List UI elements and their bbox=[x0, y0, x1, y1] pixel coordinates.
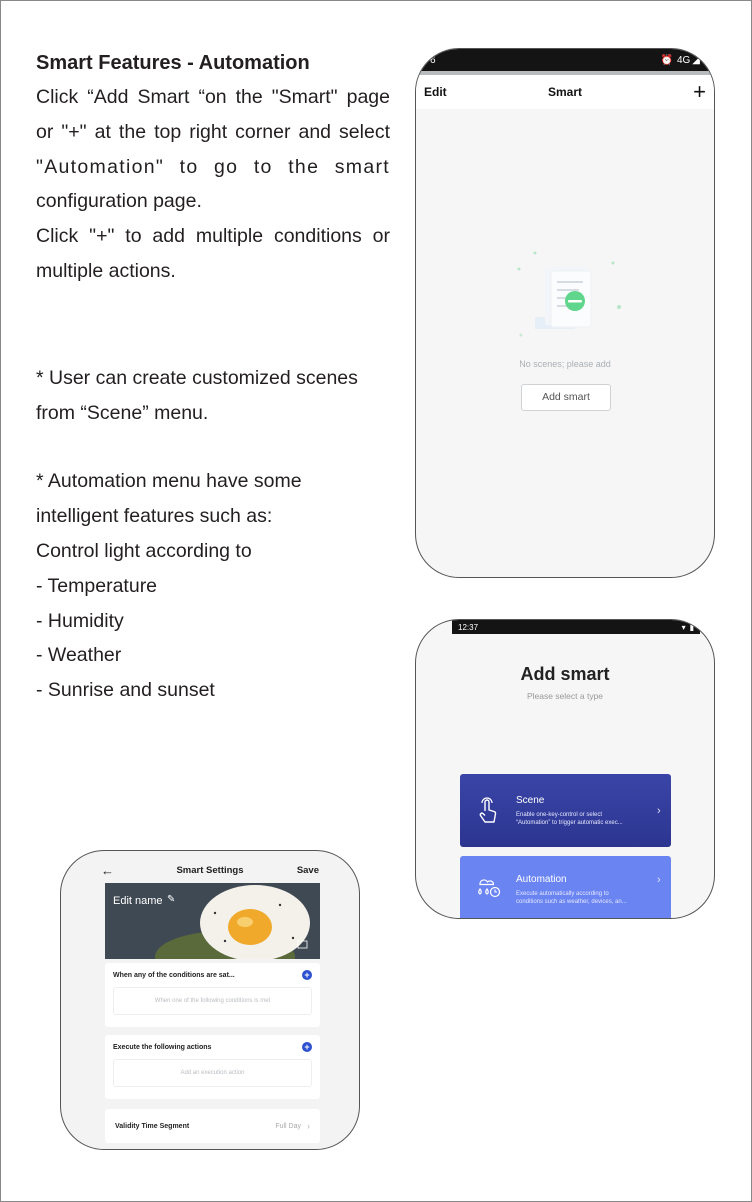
add-plus-button[interactable]: + bbox=[693, 79, 706, 104]
scene-title: Scene bbox=[516, 794, 545, 806]
conditions-label[interactable]: When any of the conditions are sat... bbox=[113, 971, 235, 979]
edit-button[interactable]: Edit bbox=[424, 85, 447, 99]
instructions-column bbox=[36, 48, 390, 708]
instruction-line: multiple actions. bbox=[36, 259, 176, 282]
feature-item: - Sunrise and sunset bbox=[36, 679, 215, 702]
alarm-icon: ⏰ bbox=[660, 54, 673, 66]
page-title: Add smart bbox=[520, 664, 610, 684]
app-bar bbox=[416, 75, 714, 109]
back-arrow-icon[interactable]: ← bbox=[101, 862, 114, 878]
status-bar bbox=[452, 620, 700, 634]
instruction-line: Click “Add Smart “on the "Smart" page bbox=[36, 86, 390, 108]
validity-label: Validity Time Segment bbox=[115, 1122, 190, 1130]
page-title: Smart bbox=[547, 85, 582, 99]
instruction-line: configuration page. bbox=[36, 190, 202, 213]
page-subtitle: Please select a type bbox=[526, 691, 604, 701]
plus-circle-icon[interactable]: + bbox=[302, 1042, 312, 1052]
empty-state-text: No scenes; please add bbox=[519, 359, 611, 369]
document-illustration-icon bbox=[505, 249, 625, 349]
automation-option-card[interactable] bbox=[460, 856, 671, 919]
conditions-placeholder[interactable]: When one of the following conditions is met bbox=[113, 987, 312, 1015]
plus-circle-icon[interactable]: + bbox=[302, 970, 312, 980]
tap-hand-icon bbox=[460, 797, 516, 825]
battery-icon: ▮ bbox=[689, 622, 694, 632]
note-line: * User can create customized scenes bbox=[36, 366, 358, 389]
instruction-line: Click "+" to add multiple conditions or bbox=[36, 225, 390, 248]
chevron-right-icon: › bbox=[657, 874, 661, 886]
feature-item: - Weather bbox=[36, 644, 122, 667]
network-label: 4G bbox=[676, 54, 691, 66]
conditions-section bbox=[105, 963, 320, 1027]
chevron-right-icon: › bbox=[657, 804, 661, 817]
instruction-line: or "+" at the top right corner and select bbox=[36, 120, 390, 143]
note-line: * Automation menu have some bbox=[36, 470, 302, 493]
scene-cover-image bbox=[105, 883, 320, 959]
add-smart-button[interactable]: Add smart bbox=[521, 384, 611, 411]
signal-icon: ◢ bbox=[692, 54, 700, 66]
feature-item: - Humidity bbox=[36, 609, 124, 632]
feature-item: - Temperature bbox=[36, 574, 158, 597]
edit-name-label[interactable]: Edit name bbox=[113, 895, 163, 907]
note-line: Control light according to bbox=[36, 539, 252, 562]
wifi-icon: ▾ bbox=[681, 622, 686, 632]
status-time: 6 bbox=[430, 54, 436, 66]
status-time: 12:37 bbox=[458, 622, 479, 632]
pencil-icon[interactable]: ✎ bbox=[167, 894, 176, 905]
actions-section bbox=[105, 1035, 320, 1099]
automation-desc-line: conditions such as weather, devices, an... bbox=[516, 899, 627, 905]
page-title: Smart Settings bbox=[176, 864, 244, 876]
note-line: intelligent features such as: bbox=[36, 505, 273, 528]
automation-desc-line: Execute automatically according to bbox=[516, 891, 609, 897]
phone-add-smart-screenshot bbox=[415, 619, 715, 919]
chevron-right-icon: › bbox=[307, 1121, 310, 1131]
instruction-line: "Automation" to go to the smart bbox=[36, 155, 390, 178]
scene-option-card[interactable] bbox=[460, 774, 671, 847]
empty-state-illustration bbox=[416, 249, 714, 354]
scene-desc-line: Enable one-key-control or select bbox=[516, 811, 603, 818]
weather-clock-icon bbox=[460, 874, 516, 900]
section-heading: Smart Features - Automation bbox=[36, 52, 310, 74]
phone-smart-screenshot bbox=[415, 48, 715, 578]
automation-title: Automation bbox=[516, 874, 567, 885]
save-button[interactable]: Save bbox=[296, 864, 319, 876]
validity-value: Full Day bbox=[275, 1122, 301, 1130]
actions-placeholder[interactable]: Add an execution action bbox=[113, 1059, 312, 1087]
actions-label: Execute the following actions bbox=[113, 1043, 212, 1051]
phone-smart-settings-screenshot bbox=[60, 850, 360, 1150]
note-line: from “Scene” menu. bbox=[36, 401, 209, 424]
scene-desc-line: “Automation” to trigger automatic exec... bbox=[516, 819, 623, 826]
status-bar bbox=[416, 49, 714, 71]
validity-row[interactable] bbox=[105, 1109, 320, 1143]
app-bar bbox=[101, 859, 319, 881]
